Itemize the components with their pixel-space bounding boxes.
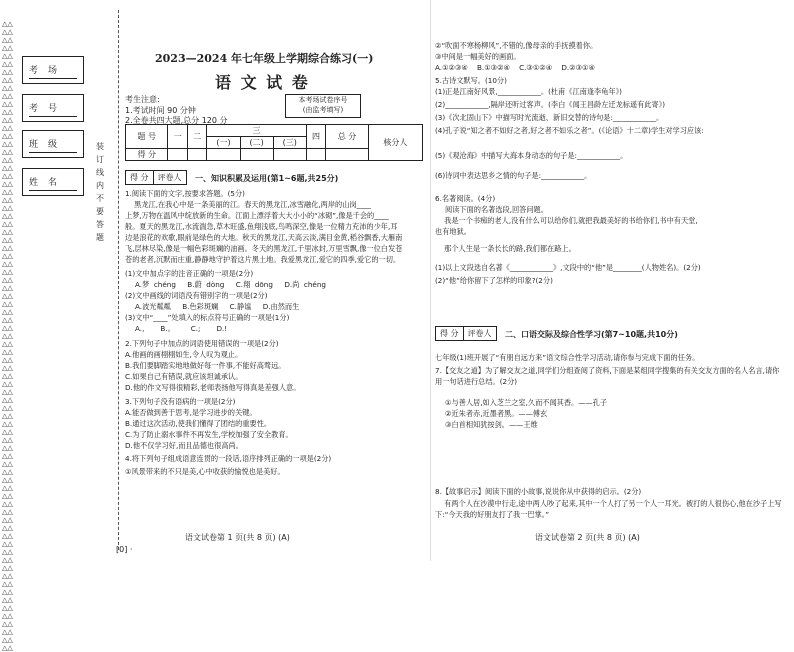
q5-6: (6)诗词中表达思乡之情的句子是:____________。 bbox=[435, 171, 592, 180]
note-2: 2.全卷共四大题,总分 120 分 bbox=[125, 116, 228, 125]
q1-intro: 1.阅读下面的文字,按要求答题。(5分) bbox=[125, 189, 245, 198]
note-1: 1.考试时间 90 分钟 bbox=[125, 106, 196, 115]
q5-3: (3)《次北固山下》中描写时光流逝、新旧交替的诗句是:____________。 bbox=[435, 113, 664, 122]
scorer-box-1: 得 分 评卷人 bbox=[125, 170, 187, 185]
q1-passage: 黑龙江,在我心中是一条美丽的江。春天的黑龙江,冰雪融化,两岸的山岗____ 上梦,万物在温风中绽放新的生命。江面上漂浮着大大小小的“冰砌”,像是千会的____ 般。夏天的黑龙江,水流湍急,草木旺盛,鱼翔浅底,鸟鸣深空,像是一位精力充沛的少年,耳 边是浪花的欢歌,眼前是绿色的大地。秋天的黑龙江,天高云淡,满目金黄,稻谷飘香,大雁南 飞,层林尽染,像是一幅色彩斑斓的油画。冬天的黑龙江,千里冰封,万里雪飘,像一位白发苍 苍的老者,沉默而庄重,静静地守护着这片黑土地。我爱黑龙江,爱它的四季,爱它的一切。 bbox=[125, 200, 403, 264]
binding-strip bbox=[0, 0, 122, 652]
q7-intro: 七年级(1)班开展了“有朋自远方来”语文综合性学习活动,请你参与完成下面的任务。 bbox=[435, 353, 700, 362]
q6-passage: 我是一个书痴的老人,没有什么可以给你们,就把我最美好的书给你们,书中有天堂, 也有地狱。 bbox=[435, 216, 698, 236]
notes-title: 考生注意: bbox=[125, 95, 160, 104]
q4-sentence-1: ①风景带来的不只是美,心中收获的愉悦也是美好。 bbox=[125, 467, 285, 476]
exam-subject: 语 文 试 卷 bbox=[215, 73, 310, 92]
q4-sentence-2: ②“吹面不寒杨柳风”,不错的,像母亲的手抚摸着你。 bbox=[435, 41, 598, 50]
binding-warning: 装 订 线 内 不 要 答 题 bbox=[96, 142, 104, 242]
corner-mark: [0] · bbox=[116, 545, 133, 554]
q3-options: A.能否做到善于思考,是学习进步的关键。 B.通过这次活动,使我们懂得了团结的重要性。 C.为了防止溺水事件不再发生,学校加强了安全教育。 D.他不仅学习好,而且品德也很高尚。 bbox=[125, 408, 293, 450]
q6-passage-2: 那个人生是一条长长的路,我们都在路上。 bbox=[435, 244, 576, 253]
q6: 6.名著阅读。(4分) bbox=[435, 194, 496, 203]
q7-quotes: ①与善人居,如入芝兰之室,久而不闻其香。——孔子 ②近朱者赤,近墨者黑。——傅玄 ③白首相知犹按剑。——王维 bbox=[445, 398, 607, 429]
q5-2: (2)____________,隔岸还听过客声。(李白《闻王昌龄左迁龙标遥有此寄》) bbox=[435, 100, 666, 109]
seat-number-box[interactable]: 本考场试卷序号 (由监考填写) bbox=[285, 94, 361, 118]
page-divider bbox=[430, 0, 431, 561]
exam-number-field[interactable]: 考号 bbox=[22, 94, 84, 122]
binding-line bbox=[118, 10, 119, 550]
exam-room-field[interactable]: 考场 bbox=[22, 56, 84, 84]
q1-3: (3)文中“____”处填入的标点符号正确的一项是(1分) bbox=[125, 313, 290, 322]
exam-title: 2023—2024 年七年级上学期综合练习(一) bbox=[155, 52, 374, 65]
q5-1: (1)正是江南好风景,____________。(杜甫《江南逢李龟年》) bbox=[435, 87, 622, 96]
right-page bbox=[435, 0, 790, 561]
dotted-margin: △△△△△△△△△△△△△△△△△△△△△△△△△△△△△△△△△△△△△△△△△△△△△△△△△△△△△△△△△△△△△△△△△△△△△△△△△△△△△△△△△△△△△△△△△△△△△△△△△△△△△△△△△△△△△△△△△△△△△△△△△△△△△△△△△△△△△△△△△△△△△△△△△△△△△△△△△△△△△△ bbox=[2, 20, 13, 652]
class-field[interactable]: 班级 bbox=[22, 130, 84, 158]
q8: 8.【故事启示】阅读下面的小故事,说说你从中获得的启示。(2分) bbox=[435, 487, 642, 496]
left-page bbox=[125, 0, 425, 561]
q2: 2.下列句子中加点的词语使用错误的一项是(2分) bbox=[125, 339, 279, 348]
q7: 7.【交友之道】为了解交友之道,同学们分组查阅了资料,下面是某组同学搜集的有关交友方面的名人名言,请你用一句话进行总结。(2分) bbox=[435, 366, 780, 386]
q1-3-options: A., B.。 C.; D.! bbox=[135, 324, 228, 333]
q1-2: (2)文中画线的词语没有错别字的一项是(2分) bbox=[125, 291, 268, 300]
section-2-title: 二、口语交际及综合性学习(第7~10题,共10分) bbox=[505, 330, 678, 339]
q4-options: A.①②③④ B.①③②④ C.③①②④ D.②③①④ bbox=[435, 63, 595, 72]
q1-1: (1)文中加点字的注音正确的一项是(2分) bbox=[125, 269, 254, 278]
q1-1-options: A.梦 chéng B.蔚 dòng C.翔 dōng D.尚 chéng bbox=[135, 280, 326, 289]
q6-2: (2)“他”给你留下了怎样的印象?(2分) bbox=[435, 276, 553, 285]
q6-intro: 阅读下面的名著选段,回答问题。 bbox=[445, 205, 548, 214]
q5-5: (5)《观沧海》中描写大海本身动态的句子是:____________。 bbox=[435, 151, 628, 160]
q6-1: (1)以上文段选自名著《____________》,文段中的“他”是________(人物姓名)。(2分) bbox=[435, 263, 701, 272]
q3: 3.下列句子没有语病的一项是(2分) bbox=[125, 397, 236, 406]
q4: 4.将下列句子组成语意连贯的一段话,语序排列正确的一项是(2分) bbox=[125, 454, 332, 463]
q2-options: A.他画的画栩栩如生,令人叹为观止。 B.我们要脚踏实地地做好每一件事,不能好高骛远。 C.如果自己有错误,就应该坦诚承认。 D.他的作文写得很精彩,老师表扬他写得真是差强人意。 bbox=[125, 350, 301, 392]
name-field[interactable]: 姓名 bbox=[22, 168, 84, 196]
q1-2-options: A.波光粼粼 B.色彩斑斓 C.静谧 D.由然而生 bbox=[135, 302, 300, 311]
q5-4: (4)孔子说“知之者不如好之者,好之者不如乐之者”。(《论语》十二章)学生对学习应该: bbox=[435, 126, 704, 135]
section-1-title: 一、知识积累及运用(第1~6题,共25分) bbox=[195, 174, 339, 183]
q4-sentence-3: ③中间是一幅美好的画面。 bbox=[435, 52, 521, 61]
scorer-box-2: 得 分 评卷人 bbox=[435, 326, 497, 341]
page-footer-left: 语文试卷第 1 页(共 8 页) (A) bbox=[185, 533, 290, 542]
q5: 5.古诗文默写。(10分) bbox=[435, 76, 507, 85]
page-footer-right: 语文试卷第 2 页(共 8 页) (A) bbox=[535, 533, 640, 542]
q8-story: 有两个人在沙漠中行走,途中两人吵了起来,其中一个人打了另一个人一耳光。被打的人很伤心,他在沙子上写下:“今天我的好朋友打了我一巴掌。” bbox=[435, 499, 782, 519]
score-table: 题 号 一 二 三 四 总 分 核分人 (一) (二) (三) 得 分 bbox=[125, 124, 423, 161]
